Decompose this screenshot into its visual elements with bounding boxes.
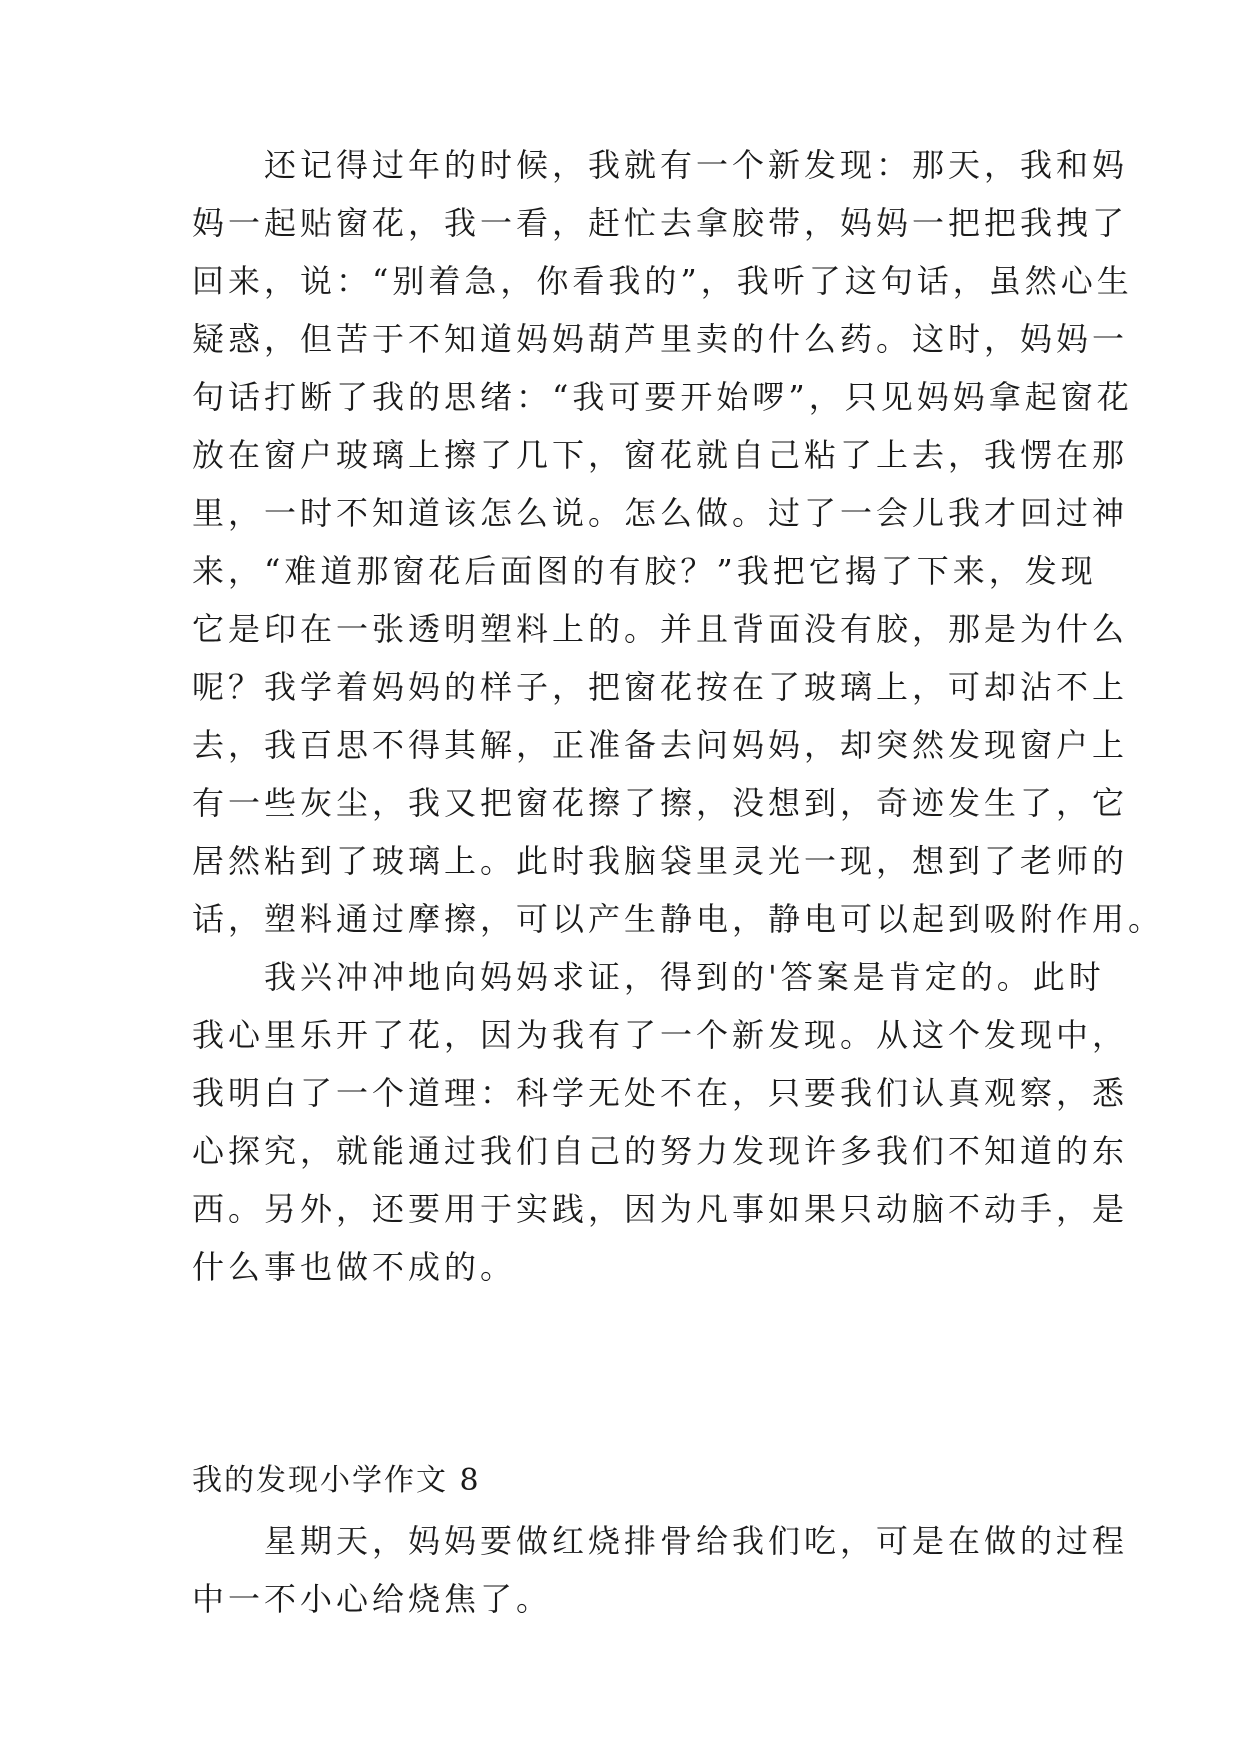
text-line: 什么事也做不成的。 [192,1248,517,1286]
text-line: 里，一时不知道该怎么说。怎么做。过了一会儿我才回过神 [192,494,1129,532]
text-line: 我兴冲冲地向妈妈求证，得到的'答案是肯定的。此时 [192,958,1105,996]
text-line: 西。另外，还要用于实践，因为凡事如果只动脑不动手，是 [192,1190,1129,1228]
text-line: 去，我百思不得其解，正准备去问妈妈，却突然发现窗户上 [192,726,1129,764]
paragraph-2 [192,948,1129,1296]
paragraph-3 [192,1512,1129,1628]
text-line: 我明白了一个道理：科学无处不在，只要我们认真观察，悉 [192,1074,1129,1112]
text-line: 话，塑料通过摩擦，可以产生静电，静电可以起到吸附作用。 [192,900,1165,938]
text-line: 妈一起贴窗花，我一看，赶忙去拿胶带，妈妈一把把我拽了 [192,204,1129,242]
text-line: 星期天，妈妈要做红烧排骨给我们吃，可是在做的过程 [192,1522,1129,1560]
text-line: 呢？我学着妈妈的样子，把窗花按在了玻璃上，可却沾不上 [192,668,1129,706]
text-line: 它是印在一张透明塑料上的。并且背面没有胶，那是为什么 [192,610,1129,648]
paragraph-1 [192,136,1165,948]
text-line: 有一些灰尘，我又把窗花擦了擦，没想到，奇迹发生了，它 [192,784,1129,822]
text-line: 句话打断了我的思绪：“我可要开始啰”，只见妈妈拿起窗花 [192,378,1133,416]
text-line: 来，“难道那窗花后面图的有胶？”我把它揭了下来，发现 [192,552,1097,590]
text-line: 居然粘到了玻璃上。此时我脑袋里灵光一现，想到了老师的 [192,842,1129,880]
text-line: 我心里乐开了花，因为我有了一个新发现。从这个发现中， [192,1016,1129,1054]
text-line: 疑惑，但苦于不知道妈妈葫芦里卖的什么药。这时，妈妈一 [192,320,1129,358]
text-line: 心探究，就能通过我们自己的努力发现许多我们不知道的东 [192,1132,1129,1170]
text-line: 中一不小心给烧焦了。 [192,1580,553,1618]
text-line: 放在窗户玻璃上擦了几下，窗花就自己粘了上去，我愣在那 [192,436,1129,474]
text-line: 还记得过年的时候，我就有一个新发现：那天，我和妈 [192,146,1129,184]
section-heading: 我的发现小学作文 8 [192,1463,481,1498]
text-line: 回来，说：“别着急，你看我的”，我听了这句话，虽然心生 [192,262,1133,300]
